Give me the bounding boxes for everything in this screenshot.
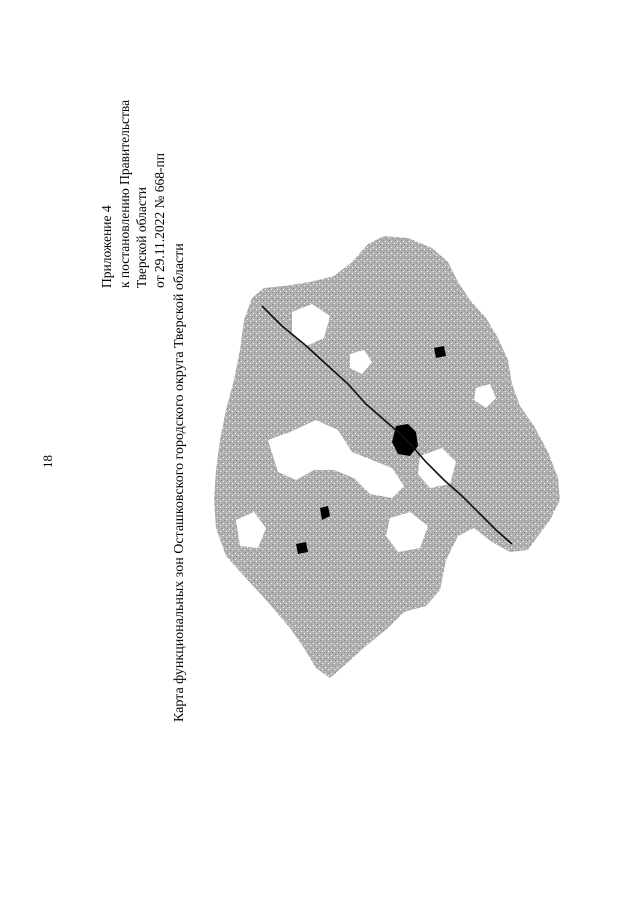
territory-area — [214, 236, 560, 678]
annex-line-4: от 29.11.2022 № 668-пп — [151, 153, 167, 288]
urban-zone-small-2 — [296, 542, 308, 554]
annex-line-2: к постановлению Правительства — [116, 99, 132, 288]
page-number: 18 — [40, 455, 55, 468]
annex-line-3: Тверской области — [134, 187, 149, 288]
urban-zone-small-3 — [434, 346, 446, 358]
annex-line-1: Приложение 4 — [99, 205, 114, 288]
map-title: Карта функциональных зон Осташковского городского округа Тверской области — [172, 243, 187, 722]
